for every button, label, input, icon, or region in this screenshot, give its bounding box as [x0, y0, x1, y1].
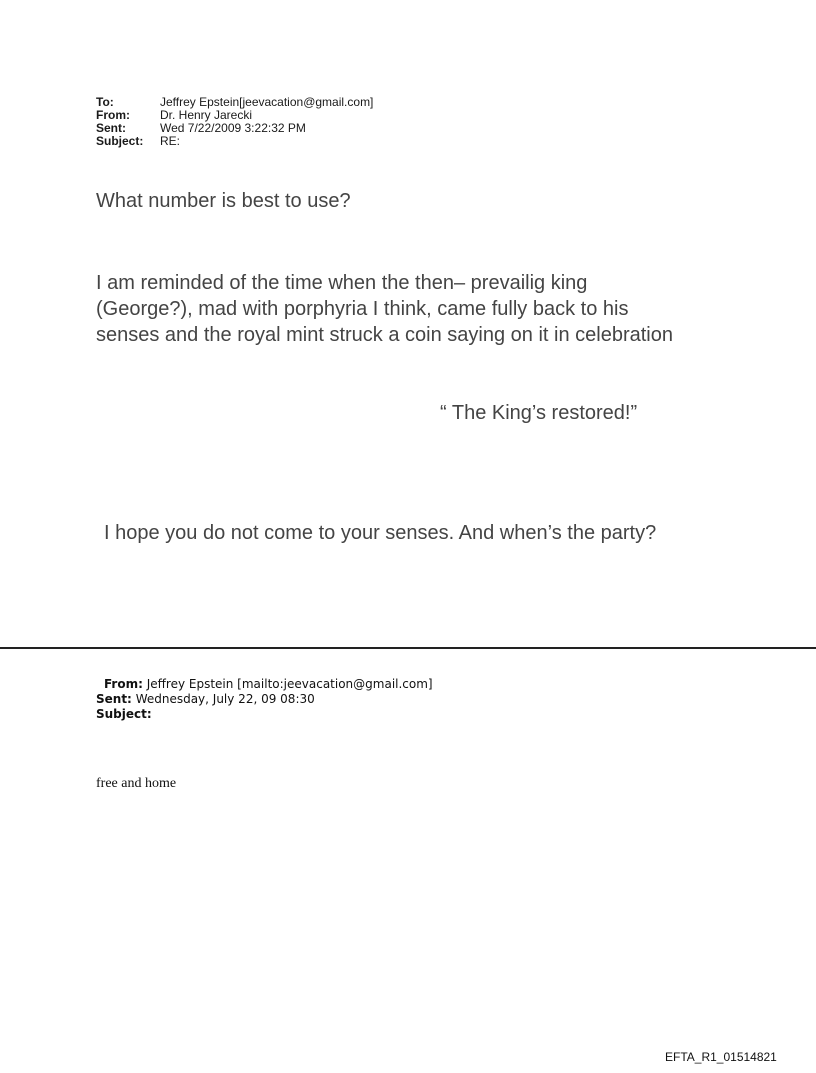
sent-value: Wed 7/22/2009 3:22:32 PM: [160, 121, 306, 135]
body-paragraph: [96, 270, 673, 348]
forwarded-subject-label: Subject:: [96, 707, 152, 721]
body-question: What number is best to use?: [96, 190, 351, 212]
subject-value: RE:: [160, 134, 181, 148]
forwarded-sent-row: [96, 692, 433, 707]
from-label: From:: [96, 108, 130, 122]
forwarded-sent-label: Sent:: [96, 692, 132, 706]
document-id: EFTA_R1_01514821: [665, 1050, 777, 1064]
forwarded-from-value: Jeffrey Epstein [mailto:jeevacation@gmail.com]: [146, 677, 433, 691]
paragraph-line: senses and the royal mint struck a coin saying on it in celebration: [96, 324, 673, 346]
to-label: To:: [96, 95, 114, 109]
forwarded-from-label: From:: [104, 677, 143, 691]
divider-line: [0, 647, 816, 649]
to-value: Jeffrey Epstein[jeevacation@gmail.com]: [160, 95, 374, 109]
paragraph-line: I am reminded of the time when the then– prevailig king: [96, 272, 588, 294]
forwarded-subject-row: [96, 707, 433, 722]
paragraph-line: (George?), mad with porphyria I think, came fully back to his: [96, 298, 629, 320]
from-value: Dr. Henry Jarecki: [160, 108, 253, 122]
body-quote: “ The King’s restored!”: [440, 402, 638, 424]
forwarded-sent-value: Wednesday, July 22, 09 08:30: [135, 692, 315, 706]
sent-label: Sent:: [96, 121, 126, 135]
email-header: [96, 96, 373, 148]
subject-label: Subject:: [96, 134, 144, 148]
subject-row: [96, 135, 373, 148]
body-closing: I hope you do not come to your senses. And when’s the party?: [104, 522, 657, 544]
forwarded-from-row: [96, 677, 433, 692]
forwarded-body: free and home: [96, 776, 177, 791]
forwarded-header: [96, 677, 433, 722]
